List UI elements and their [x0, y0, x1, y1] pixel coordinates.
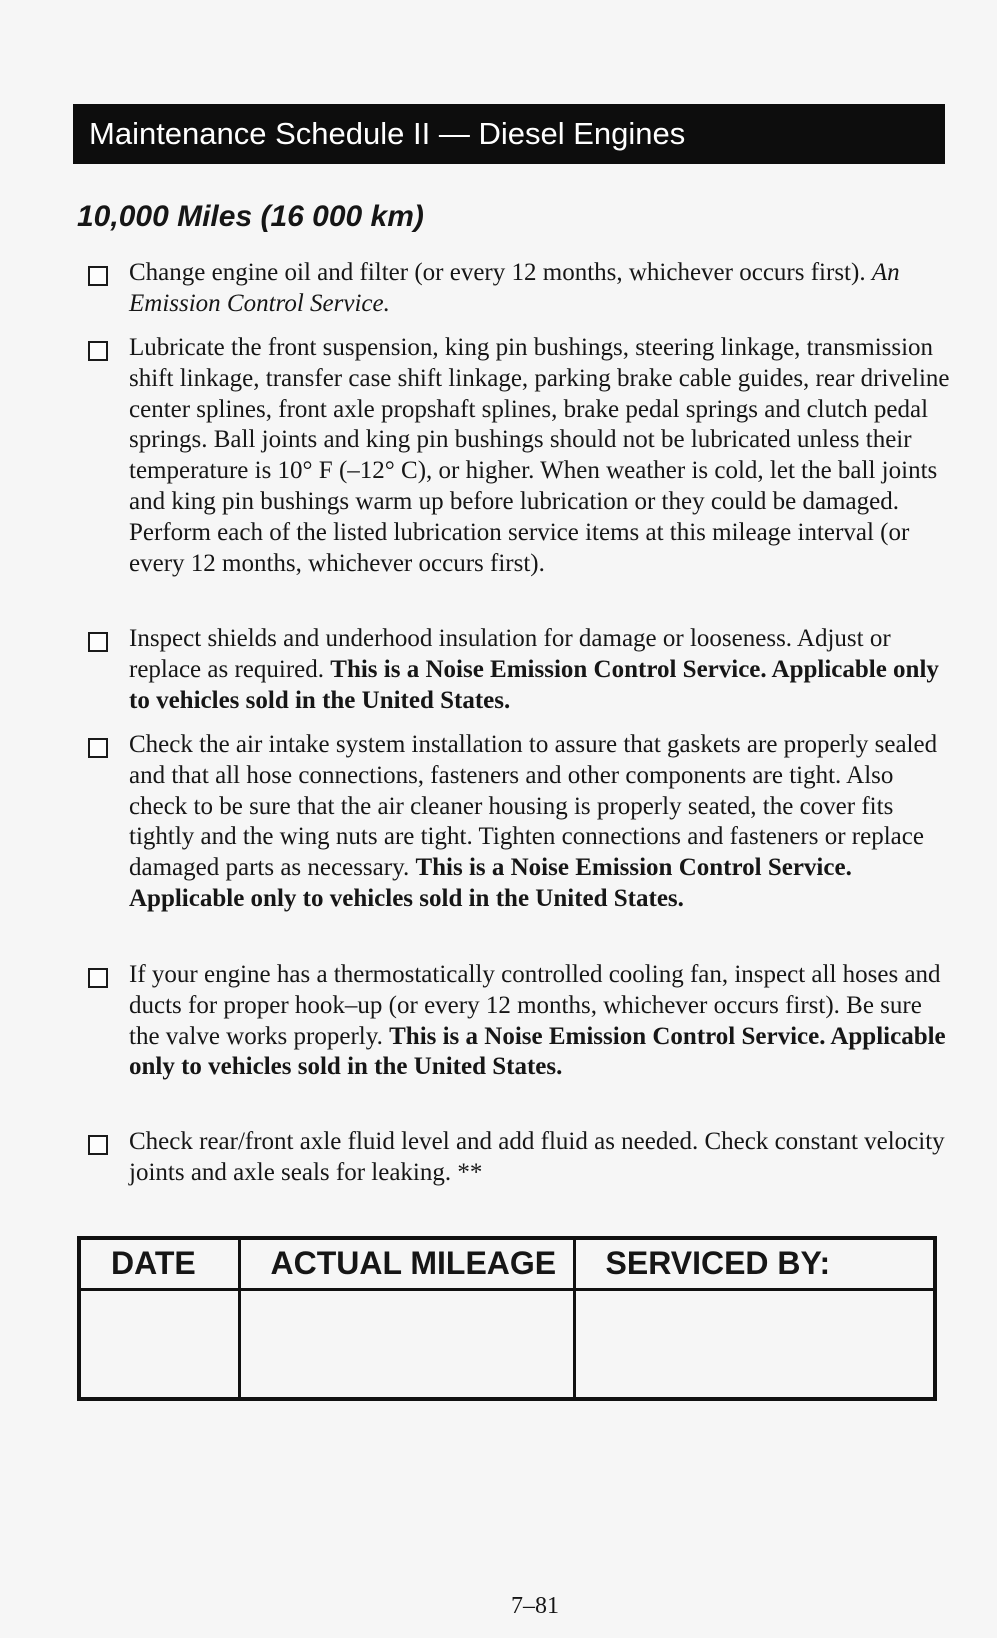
checkbox[interactable]	[88, 1135, 108, 1155]
date-cell[interactable]	[79, 1289, 239, 1399]
item-text: Change engine oil and filter (or every 12 months, whichever occurs first). An Emission Control Service.	[129, 259, 900, 317]
item-text: Inspect shields and underhood insulation for damage or looseness. Adjust or replace as required. This is a Noise Emission Control Service. Applicable only to vehicles sold in the United States.	[129, 625, 939, 714]
actual-mileage-column-header: ACTUAL MILEAGE	[239, 1238, 574, 1289]
checklist-item	[88, 333, 950, 579]
checkbox[interactable]	[88, 968, 108, 988]
service-record-table	[77, 1236, 937, 1401]
table-row	[79, 1289, 935, 1399]
checklist-item	[88, 1127, 950, 1189]
checklist-item	[88, 960, 950, 1083]
item-text: Lubricate the front suspension, king pin bushings, steering linkage, transmission shift linkage, transfer case shift linkage, parking brake cable guides, rear driveline center splines, front axle propshaft splines, brake pedal springs and clutch pedal springs. Ball joints and king pin bushings should not be lubricated unless their temperature is 10° F (–12° C), or higher. When weather is cold, let the ball joints and king pin bushings warm up before lubrication or they could be damaged. Perform each of the listed lubrication service items at this mileage interval (or every 12 months, whichever occurs first).	[129, 334, 950, 577]
mileage-heading: 10,000 Miles (16 000 km)	[77, 200, 424, 233]
checklist-item	[88, 258, 950, 320]
page-number: 7–81	[511, 1593, 559, 1619]
checklist-item	[88, 730, 950, 915]
item-text: Check rear/front axle fluid level and add fluid as needed. Check constant velocity joints and axle seals for leaking. **	[129, 1128, 945, 1186]
item-text: If your engine has a thermostatically controlled cooling fan, inspect all hoses and ducts for proper hook–up (or every 12 months, whichever occurs first). Be sure the valve works properly. This is a Noise Emission Control Service. Applicable only to vehicles sold in the United States.	[129, 961, 946, 1081]
checkbox[interactable]	[88, 738, 108, 758]
checkbox[interactable]	[88, 266, 108, 286]
serviced-by-column-header: SERVICED BY:	[574, 1238, 935, 1289]
serviced-by-cell[interactable]	[574, 1289, 935, 1399]
actual-mileage-cell[interactable]	[239, 1289, 574, 1399]
checkbox[interactable]	[88, 632, 108, 652]
checklist-item	[88, 624, 950, 716]
table-header-row	[79, 1238, 935, 1289]
section-header-bar	[73, 104, 945, 164]
date-column-header: DATE	[79, 1238, 239, 1289]
item-text: Check the air intake system installation to assure that gaskets are properly sealed and that all hose connections, fasteners and other components are tight. Also check to be sure that the air cleaner housing is properly seated, the cover fits tightly and the wing nuts are tight. Tighten connections and fasteners or replace damaged parts as necessary. This is a Noise Emission Control Service. Applicable only to vehicles sold in the United States.	[129, 731, 938, 912]
section-header-title: Maintenance Schedule II — Diesel Engines	[89, 116, 686, 151]
checkbox[interactable]	[88, 341, 108, 361]
